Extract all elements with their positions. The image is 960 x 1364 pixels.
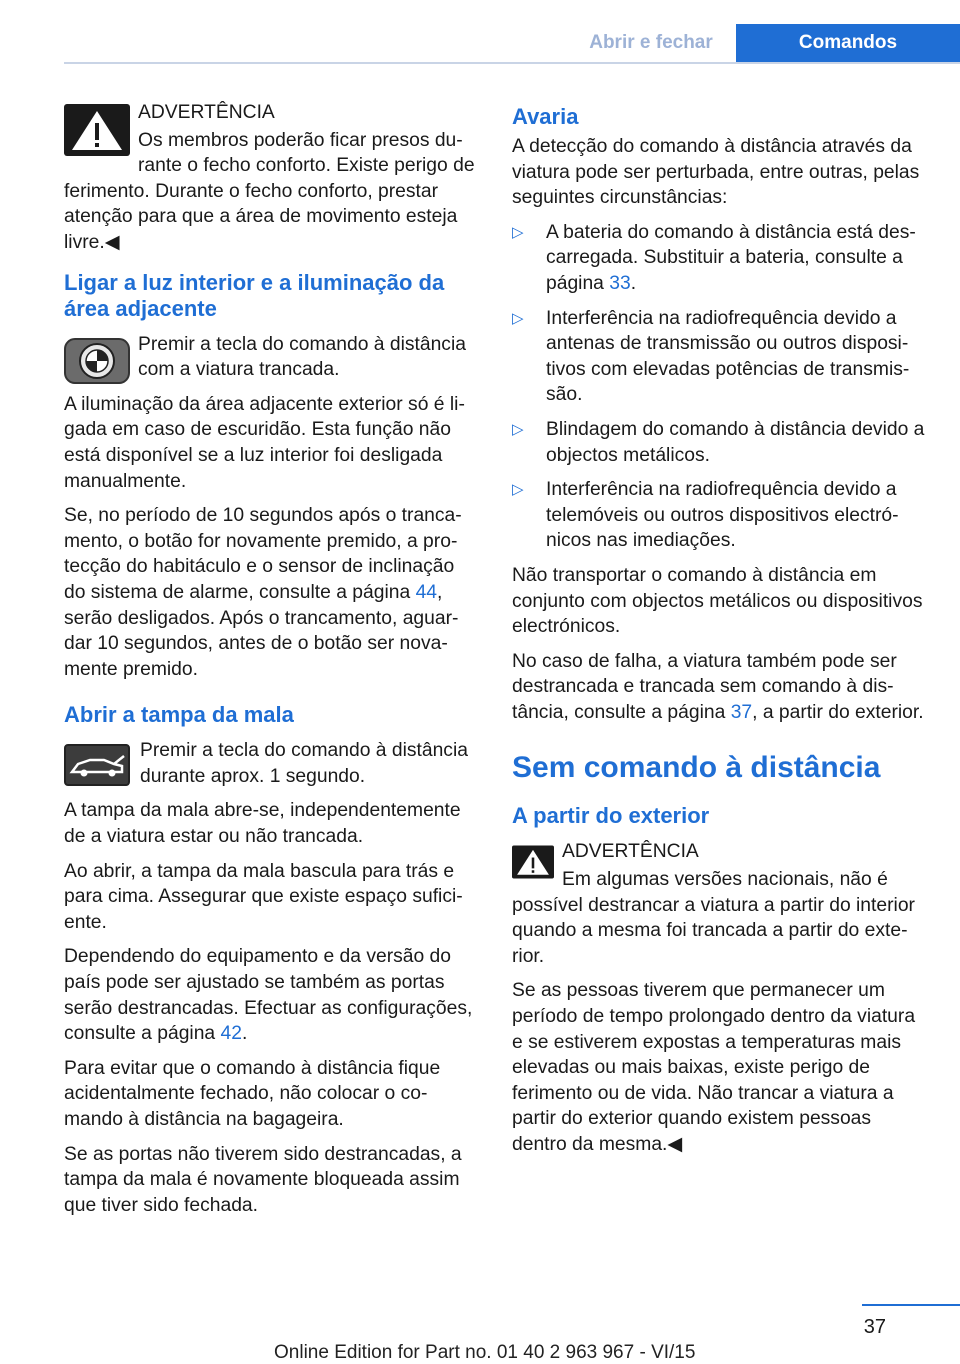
page-number: 37 (863, 1316, 886, 1338)
text-run: No caso de falha, a viatura também pode ser destrancada e trancada sem comando à distância, consulte a página (512, 650, 897, 723)
left-column (64, 100, 478, 1227)
section-heading-trunk: Abrir a tampa da mala (64, 702, 294, 728)
avaria-intro: A detecção do comando à distância através da viatura pode ser perturbada, entre outras, pelas seguintes circunstâncias: (512, 136, 920, 209)
text-run: Interferência na radiofrequência devido a antenas de transmissão ou outros dispositivos com elevadas potências de transmissão. (546, 307, 910, 406)
text-run: Blindagem do comando à distância devido a objectos metálicos. (546, 418, 925, 466)
warning-triangle-icon (64, 104, 130, 156)
text-run: . (241, 1023, 248, 1045)
warning-text: Em algumas versões nacionais, não é possível destrancar a viatura a partir do interior quando a mesma foi trancada a partir do exterior. (512, 869, 915, 967)
avaria-list (512, 220, 926, 554)
triangle-bullet-icon: ▷ (512, 309, 524, 327)
tab-comandos[interactable]: Comandos (736, 24, 960, 64)
warning-block-1 (64, 100, 478, 256)
triangle-bullet-icon: ▷ (512, 481, 524, 499)
page-link-42[interactable]: 42 (220, 1023, 242, 1045)
page-link-44[interactable]: 44 (415, 581, 438, 603)
warning-title: ADVERTÊNCIA (562, 841, 699, 863)
triangle-bullet-icon: ▷ (512, 420, 524, 438)
edition-label: Online Edition for Part no. 01 40 2 963 967 - VI/15 (274, 1342, 696, 1363)
trunk-intro: Premir a tecla do comando à distância durante aprox. 1 segundo. (140, 740, 468, 787)
avaria-paragraph-1: Não transportar o comando à distância em conjunto com objectos metálicos ou dispositivos electrónicos. (512, 564, 923, 638)
footer-rule (862, 1304, 960, 1306)
bmw-key-button-icon (64, 338, 130, 384)
trunk-car-icon (64, 744, 130, 786)
list-item (512, 306, 926, 408)
list-item (512, 220, 926, 297)
triangle-bullet-icon: ▷ (512, 223, 524, 241)
trunk-paragraph-5: Se as portas não tiverem sido destrancadas, a tampa da mala é novamente bloqueada assim que tiver sido fechada. (64, 1143, 462, 1216)
section-heading-avaria: Avaria (512, 104, 579, 129)
section-heading-exterior: A partir do exterior (512, 803, 710, 829)
right-column (512, 100, 926, 1167)
warning-title: ADVERTÊNCIA (138, 102, 275, 123)
exterior-paragraph-1: Se as pessoas tiverem que permanecer um período de tempo prolongado dentro da viatura e se estiverem expostas a temperaturas mais elevadas ou mais baixas, existe perigo de ferimento ou de vida. Não trancar a viatura a partir do exterior quando existem pessoas dentro da mesma.◀ (512, 980, 916, 1155)
trunk-paragraph-4: Para evitar que o comando à distância fique acidentalmente fechado, não colocar o comando à distância na bagageira. (64, 1057, 441, 1130)
text-run: A bateria do comando à distância está descarregada. Substituir a bateria, consulte a página (546, 221, 916, 294)
text-run: , a partir do exterior. (752, 701, 924, 723)
list-item (512, 417, 926, 468)
trunk-paragraph-2: Ao abrir, a tampa da mala bascula para trás e para cima. Assegurar que existe espaço suficiente. (64, 860, 463, 933)
chapter-heading-sem-comando: Sem comando à distância (512, 751, 881, 785)
text-run: . (630, 272, 637, 294)
text-run: Dependendo do equipamento e da versão do país pode ser ajustado se também as portas serão destrancadas. Efectuar as configurações, consulte a página (64, 946, 473, 1045)
text-run: , serão desligados. Após o trancamento, aguardar 10 segundos, antes de o botão ser novamente premido. (64, 581, 459, 680)
trunk-paragraph-1: A tampa da mala abre-se, independentemente de a viatura estar ou não trancada. (64, 800, 461, 848)
warning-text: Os membros poderão ficar presos durante o fecho conforto. Existe perigo de ferimento. Durante o fecho conforto, prestar atenção para que a área de movimento esteja livre.◀ (64, 129, 475, 253)
trunk-instruction (64, 738, 478, 798)
section-heading-light: Ligar a luz interior e a iluminação da área adjacente (64, 269, 445, 321)
header-rule (64, 62, 960, 64)
light-paragraph-2 (64, 503, 478, 682)
page-link-33[interactable]: 33 (609, 272, 631, 294)
light-intro: Premir a tecla do comando à distância com a viatura trancada. (138, 333, 466, 381)
trunk-paragraph-3 (64, 944, 478, 1046)
warning-triangle-icon (512, 843, 554, 881)
list-item (512, 477, 926, 554)
avaria-paragraph-2 (512, 649, 926, 726)
text-run: Se, no período de 10 segundos após o trancamento, o botão for novamente premido, a protecção do habitáculo e o sensor de inclinação do sistema de alarme, consulte a página (64, 505, 462, 603)
text-run: Interferência na radiofrequência devido a telemóveis ou outros dispositivos electrónicos nas imediações. (546, 479, 899, 552)
light-paragraph-1: A iluminação da área adjacente exterior só é ligada em caso de escuridão. Esta função não está disponível se a luz interior foi desligada manualmente. (64, 393, 465, 492)
warning-block-2 (512, 839, 926, 969)
tab-abrir-e-fechar[interactable]: Abrir e fechar (589, 32, 713, 53)
page-link-37[interactable]: 37 (730, 701, 753, 723)
light-instruction (64, 332, 478, 392)
